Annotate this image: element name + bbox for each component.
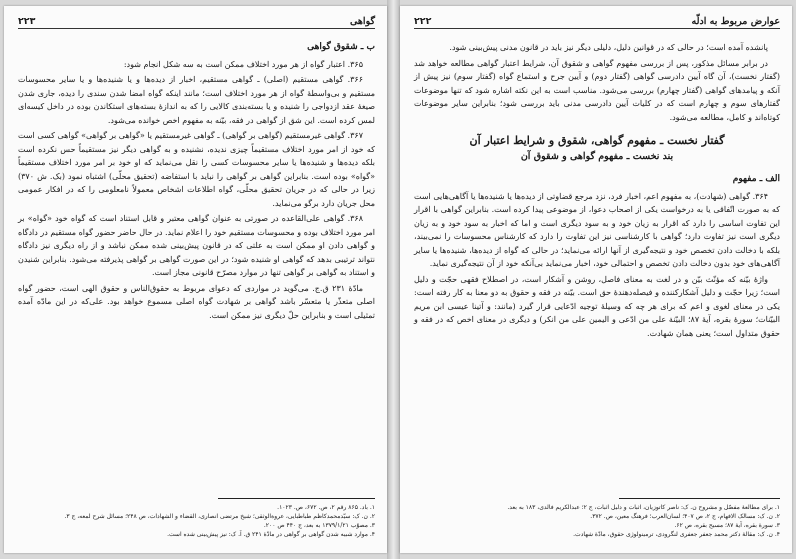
right-footnotes <box>414 490 780 539</box>
footnote: ۳. سورهٔ بقره، آیهٔ ۸۷؛ مسیح بقره، ص ۶۲. <box>674 522 780 529</box>
right-body <box>414 41 780 340</box>
footnote: ۲. ن. ک: مسالک الافهام، ج ۲، ص ۴۰۷؛ لسان‌العرب؛ فرهنگ معین، ص. ۳۷۲. <box>590 513 780 520</box>
footnote-rule <box>218 498 375 499</box>
chapter-title: گفتار نخست ـ مفهوم گواهی، شقوق و شرایط اعتبار آن <box>469 134 725 147</box>
right-page-number: ۲۲۲ <box>414 15 432 27</box>
right-section-heading: الف ـ مفهوم <box>732 174 780 184</box>
chapter-subtitle: بند نخست ـ مفهوم گواهی و شقوق آن <box>520 150 674 162</box>
left-page <box>4 6 387 553</box>
left-paragraph: ۳۶۶. گواهی مستقیم (اصلی) ـ گواهی مستقیم، اخبار از دیده‌ها و یا شنیده‌ها و یا سایر محسوسات مستقیم و بی‌واسطهٔ گواه از هر مورد اختلاف است؛ مانند اینکه گواه امضا شدن سندی را دیده، جاری شدن صیغهٔ عقد ازدواجی را شنیده و یا بسته‌بندی کالایی را که به اندازهٔ بسته‌های استکاندن بوده در داخل کیسه‌ای لمس کرده است. این شق از گواهی در فقه، بیّنه به مفهوم اخص خوانده می‌شود. <box>18 75 375 125</box>
left-page-number: ۲۲۳ <box>18 15 36 27</box>
footnote: ۳. مصوّب ۱۳۷۹/۱/۲۱ به بعد، ج ۴۴۰ ص ۲۰۰. <box>263 522 375 529</box>
right-intro-paragraph: در برابر مسائل مذکور، پس از بررسی مفهوم گواهی و شقوق آن، شرایط اعتبار گواهی مطالعه خواهد شد (گفتار نخست)، آن گاه آیین دادرسی گواهی (گفتار دوم) و آیین جرح و استماع گواه (گفتار سوم) نیز پیش از آنکه و پیامدهای گواهی (گفتار چهارم) بررسی می‌شود. مناسب است به این نکته اشاره شود که تنها موضوعات گفتارهای سوم و چهارم است که در کلیات آیین دادرسی مدنی باید بررسی شود؛ بنابراین سایر موضوعات کوتاه‌اند و کامل، مطالعه می‌شود. <box>414 58 780 122</box>
footnote: ۴. موارد شبیه شدن گواهی بر گواهی در مادّهٔ ۲۴۱ ق. آ. ک: نیز پیش‌بینی شده است. <box>167 531 375 538</box>
footnote: ۲. ن. ک: سیّدمحمدکاظم طباطبایی، عروة‌الوثقی؛ شیخ مرتضی انصاری، القضاء و الشهادات، ص ۲۴۸؛ مسائل شرح لمعه، ج ۳. <box>64 513 375 520</box>
left-body <box>18 41 375 322</box>
left-running-title: گواهی <box>350 15 375 27</box>
left-footnotes <box>18 490 375 539</box>
footnote: ۱. برای مطالعهٔ مفصّل و مشروح ن. ک: ناصر کاتوزیان، اثبات و دلیل اثبات، ج ۲؛ عبدالکریم فالدی، ۱۸۳ به بعد. <box>507 504 780 511</box>
footnote: ۱. باد. ۸۶۵ رقم ۲، ص. ۶۷۲، ص. ۱۰۲۳. <box>277 504 375 511</box>
right-intro-paragraph: پانشده آمده است؛ در حالی که در قوانین دلیل، دلیلی دیگر نیز باید در قانون مدنی پیش‌بینی شود. <box>449 43 768 52</box>
left-section-heading: ب ـ شقوق گواهی <box>307 42 375 52</box>
right-running-title: عوارض مربوط به ادلّه <box>691 15 780 27</box>
book-gutter <box>387 0 400 559</box>
right-paragraph: واژهٔ بیّنه که مؤنّث بیّن و در لغت به معنای فاصل، روشن و آشکار است، در اصطلاح فقهی حجّت و دلیل است؛ زیرا حجّت و دلیل آشکارکننده و فیصله‌دهندهٔ حق است. بیّنه در فقه و حقوق به دو معنا به کار رفته است: یکی در معنای لغوی و اعم که برای هر چه که وسیلهٔ توجیه ادّعایی قرار گیرد (مانند: و آتینا عیسی ابن مریم البیّنات؛ سورهٔ بقره، آیهٔ ۸۷؛ البیّنة علی من ادّعی و الیمین علی من انکر) و دیگری در معنای اخص که در فقه و حقوق متداول است؛ یعنی همان شهادت. <box>414 274 780 338</box>
footnote: ۴. ن. ک: مقالهٔ دکتر محمد جعفر جعفری لنگرودی، ترمینولوژی حقوق، مادّهٔ شهادت. <box>573 531 780 538</box>
right-paragraph: ۳۶۴. گواهی (شهادت)، به مفهوم اعم، اخبار فرد، نزد مرجع قضاوتی از دیده‌ها یا شنیده‌ها یا آگاهی‌هایی است که به صورت اتّفاقی یا به درخواست یکی از اصحاب دعوا، از موضوعی پیدا کرده است. بنابراین گواهی با اقرار این تفاوت اساسی را دارد که اقرار به زیان خود و به سود دیگری است و اما که اخبار به سود خود و به زیان دیگری است نیز تفاوت دارد؛ گواهی با کارشناسی نیز این تفاوت را دارد که کارشناس محسوسات را نمی‌بیند، بلکه با دخالت دادن تخصص خود و نتیجه‌گیری از آنها ارائه می‌نماید؛ در حالی که گواه از دیده‌ها، شنیده‌ها یا سایر آگاهی‌های خود بدون دخالت دادن تخصص و احتمالی خود، اخبار می‌نماید بی‌آنکه خود از آن نتیجه‌گیری نماید. <box>414 191 780 268</box>
right-page <box>400 6 792 553</box>
left-running-header <box>18 14 375 29</box>
left-paragraph: ۳۶۷. گواهی غیرمستقیم (گواهی بر گواهی) ـ گواهی غیرمستقیم یا «گواهی بر گواهی» گواهی کسی است که خود از امر مورد اختلاف مستقیماً چیزی ندیده، نشنیده و به گواهی دیگر نیز مستقیماً حس نکرده است بلکه دیده‌ها و شنیده‌ها یا سایر محسوسات کسی را نقل می‌نماید که او خود بر امر مورد اختلاف مستقیماً «گواه» بوده است. بنابراین گواهی بر گواهی را نباید با استفاضه (تحقیق محلّی) اشتباه نمود (بک. ش ۳۷۰) زیرا در حالی که در جریان تحقیق محلّی، گواه اطلاعات اشخاص معمولاً نامعلومی را که در افکار عمومی محل جریان دارد برگو می‌نماید. <box>18 131 376 208</box>
left-paragraph: ۳۶۵. اعتبار گواه از هر مورد اختلاف ممکن است به سه شکل انجام شود: <box>123 59 363 69</box>
left-paragraph: مادّهٔ ۲۳۱ ق.ج. می‌گوید در مواردی که دعوای مربوط به حقوق‌الناس و حقوق الهی است، حضور گواه اصلی متعذّر یا متعسّر باشد گواهی بر شهادت گواه اصلی مسموع خواهد بود. علی‌که در این مادّه آمده تمثیلی است و بنابراین حلّ دیگری نیز ممکن است. <box>18 283 375 320</box>
footnote-rule <box>619 498 780 499</box>
right-running-header <box>414 14 780 29</box>
left-paragraph: ۳۶۸. گواهی علی‌القاعده در صورتی به عنوان گواهی معتبر و قابل استناد است که گواه خود «گواه» بر امر مورد اختلاف بوده و محسوسات مستقیم خود را اعلام نماید. در حال حاضر حضور گواه مستقیم در دادگاه و گواهی دادن او ممکن است به علتی که در قانون پیش‌بینی شده ممکن نباشد و از راه دیگری نیز دادگاه نتواند ترتیبی بدهد که گواهی او شنیده شود؛ در این صورت گواهی بر گواهی پذیرفته می‌شود. بنابراین شنیدن و استناد به گواهی بر گواهی تنها در موارد مصرّح قانونی مجاز است. <box>18 214 375 277</box>
